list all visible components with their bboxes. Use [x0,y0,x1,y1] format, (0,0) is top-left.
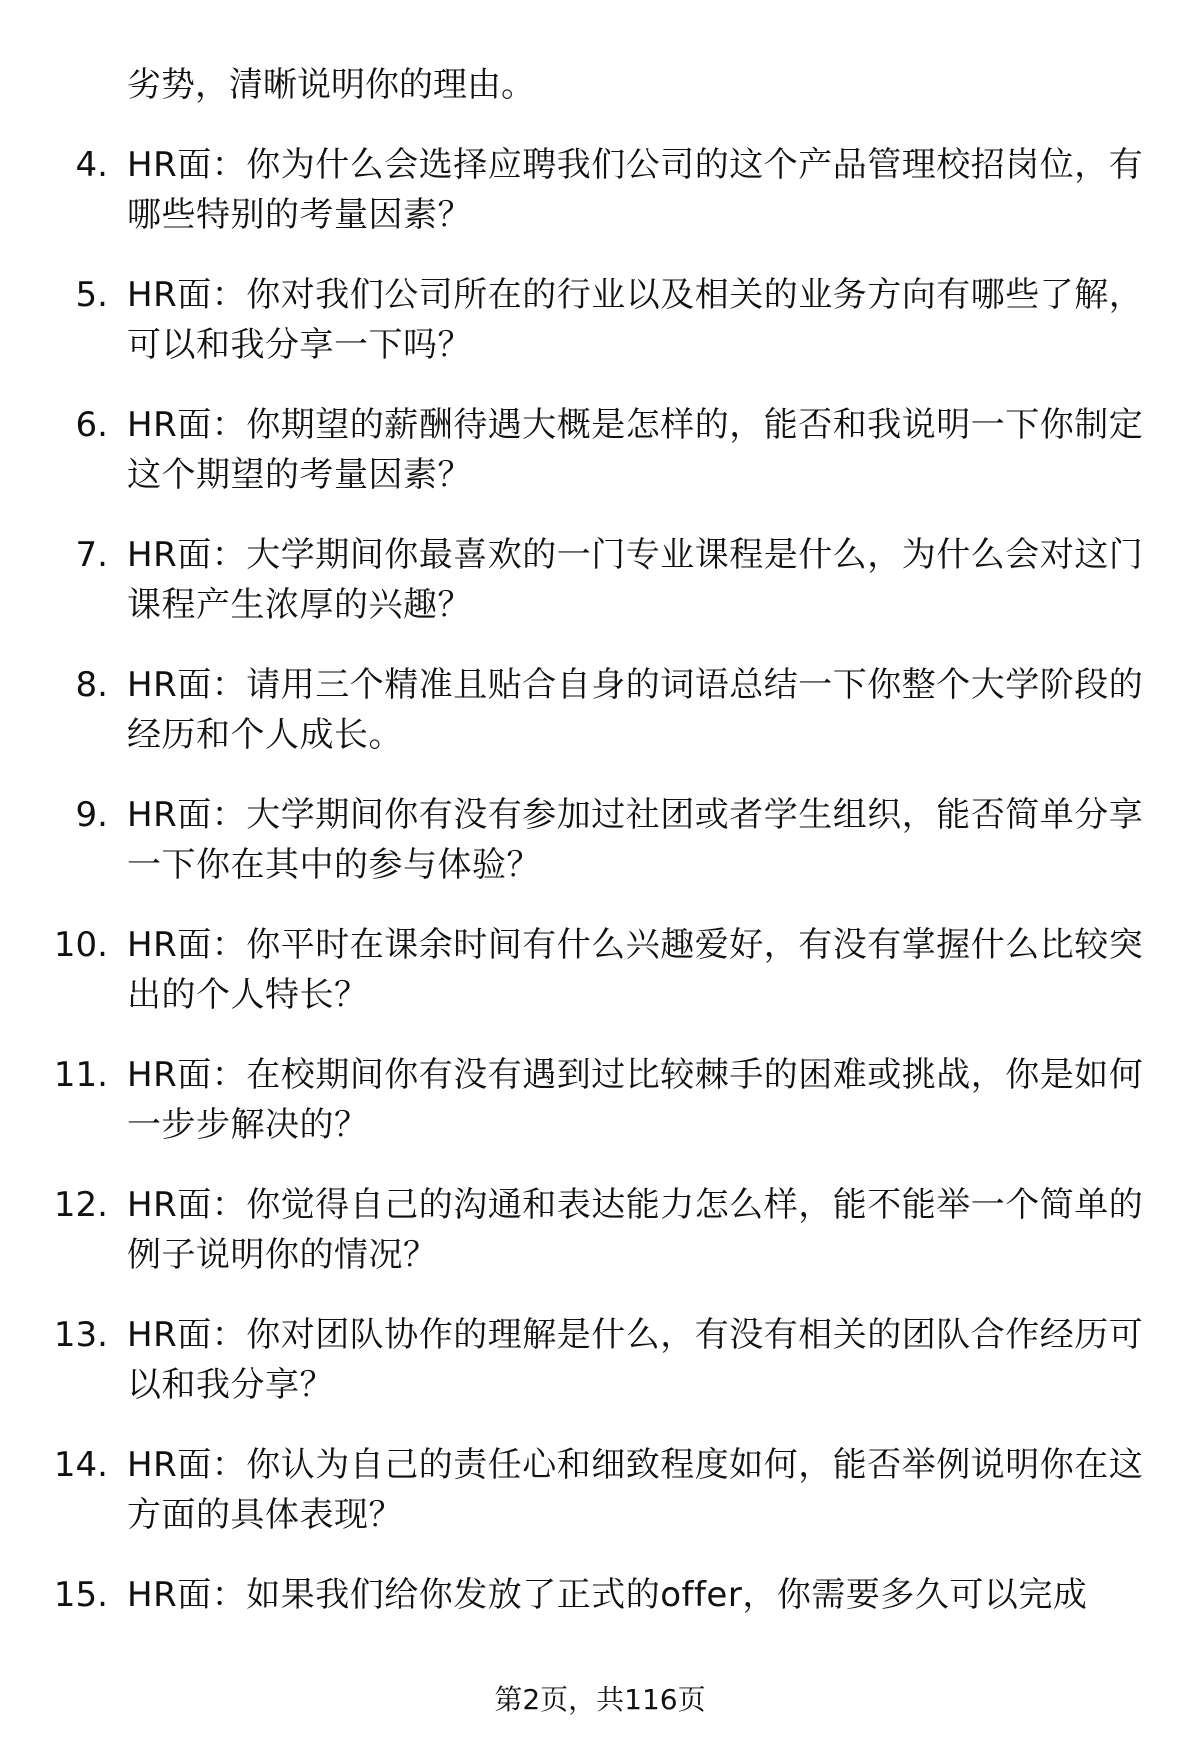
question-text: HR面：在校期间你有没有遇到过比较棘手的困难或挑战，你是如何一步步解决的？ [127,1055,1144,1145]
question-text: HR面：你为什么会选择应聘我们公司的这个产品管理校招岗位，有哪些特别的考量因素？ [127,145,1144,235]
question-text: HR面：你对我们公司所在的行业以及相关的业务方向有哪些了解，可以和我分享一下吗？ [127,275,1144,365]
question-text: HR面：你对团队协作的理解是什么，有没有相关的团队合作经历可以和我分享？ [127,1315,1144,1405]
list-item [0,1180,1200,1310]
question-text: HR面：你期望的薪酬待遇大概是怎样的，能否和我说明一下你制定这个期望的考量因素？ [127,405,1144,495]
list-item [0,270,1200,400]
question-number: 6. [75,405,108,445]
question-text: HR面：请用三个精准且贴合自身的词语总结一下你整个大学阶段的经历和个人成长。 [127,665,1144,755]
question-number: 9. [75,795,108,835]
question-number: 8. [75,665,108,705]
list-item [0,660,1200,790]
question-number: 11. [53,1055,108,1095]
list-item [0,1050,1200,1180]
question-text: HR面：你认为自己的责任心和细致程度如何，能否举例说明你在这方面的具体表现？ [127,1445,1144,1535]
question-text: HR面：如果我们给你发放了正式的offer，你需要多久可以完成 [127,1575,1088,1615]
question-number: 5. [75,275,108,315]
question-number: 12. [53,1185,108,1225]
question-number: 13. [53,1315,108,1355]
list-item [0,920,1200,1050]
continuation-text: 劣势，清晰说明你的理由。 [127,65,535,105]
question-text: HR面：你平时在课余时间有什么兴趣爱好，有没有掌握什么比较突出的个人特长？ [127,925,1144,1015]
list-item [0,1440,1200,1570]
list-item [0,140,1200,270]
list-item [0,530,1200,660]
question-text: HR面：大学期间你有没有参加过社团或者学生组织，能否简单分享一下你在其中的参与体验？ [127,795,1144,885]
page-number-footer: 第2页，共116页 [494,1683,706,1716]
list-item [0,1310,1200,1440]
question-text: HR面：你觉得自己的沟通和表达能力怎么样，能不能举一个简单的例子说明你的情况？ [127,1185,1144,1275]
question-text: HR面：大学期间你最喜欢的一门专业课程是什么，为什么会对这门课程产生浓厚的兴趣？ [127,535,1144,625]
list-item [0,400,1200,530]
question-list [0,140,1200,1700]
question-number: 10. [53,925,108,965]
list-item [0,790,1200,920]
question-number: 15. [53,1575,108,1615]
question-number: 7. [75,535,108,575]
question-number: 14. [53,1445,108,1485]
question-number: 4. [75,145,108,185]
